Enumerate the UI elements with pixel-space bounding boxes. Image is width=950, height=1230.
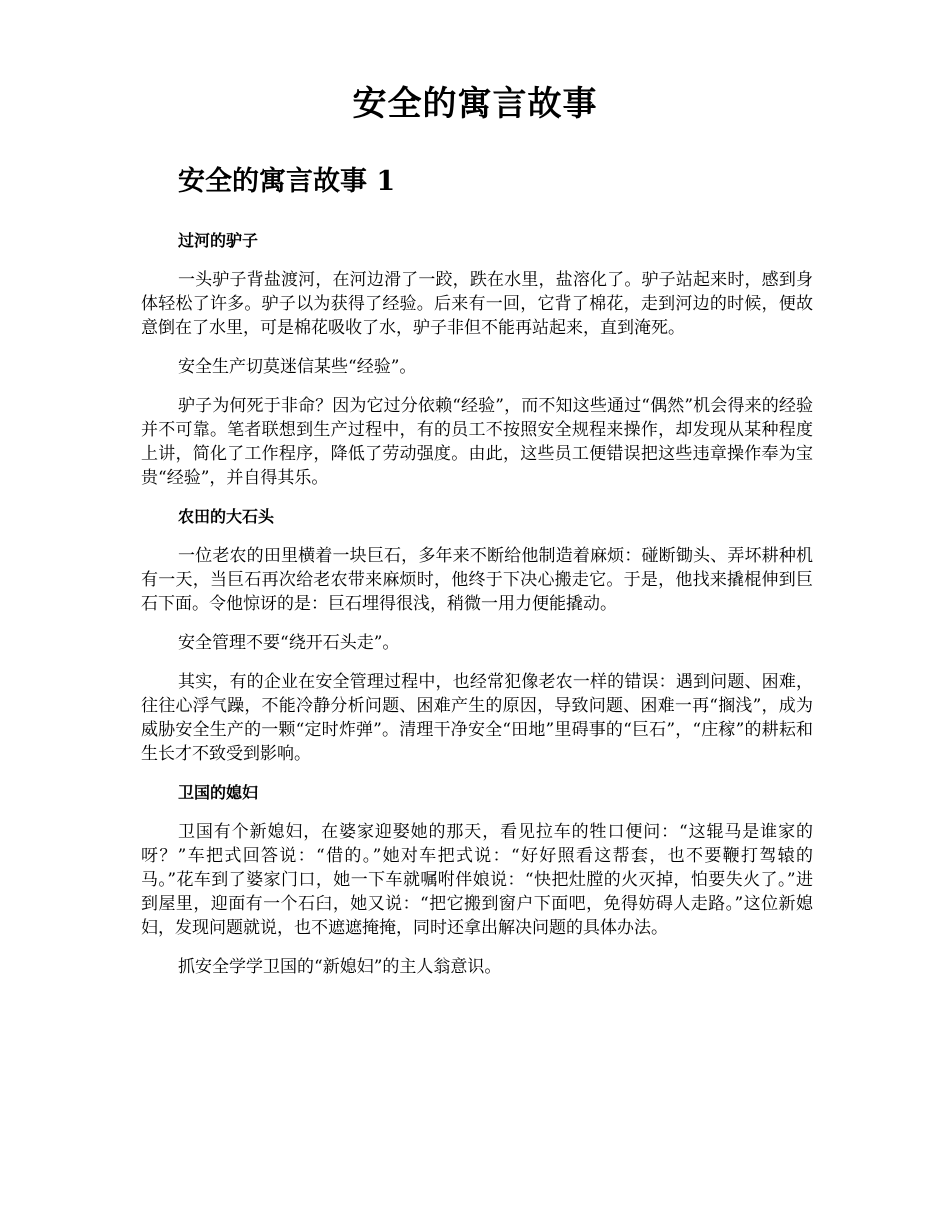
story-heading-bride: 卫国的媳妇 xyxy=(178,783,259,802)
story-lesson: 安全生产切莫迷信某些“经验”。 xyxy=(178,357,417,377)
story-paragraph: 一头驴子背盐渡河，在河边滑了一跤，跌在水里，盐溶化了。驴子站起来时，感到身体轻松了许多。驴子以为获得了经验。后来有一回，它背了棉花，走到河边的时候，便故意倒在了水里，可是棉花吸收了水，驴子非但不能再站起来，直到淹死。 xyxy=(141,270,813,338)
story-heading-stone: 农田的大石头 xyxy=(178,507,275,526)
story-lesson: 安全管理不要“绕开石头走”。 xyxy=(178,633,400,653)
section-title: 安全的寓言故事 1 xyxy=(178,166,396,197)
story-paragraph: 卫国有个新媳妇，在婆家迎娶她的那天，看见拉车的牲口便问：“这辊马是谁家的呀？”车把式回答说：“借的。”她对车把式说：“好好照看这帮套，也不要鞭打驾辕的马。”花车到了婆家门口，她一下车就嘱咐伴娘说：“快把灶膛的火灭掉，怕要失火了。”进到屋里，迎面有一个石臼，她又说：“把它搬到窗户下面吧，免得妨碍人走路。”这位新媳妇，发现问题就说，也不遮遮掩掩，同时还拿出解决问题的具体办法。 xyxy=(141,822,813,938)
story-lesson: 抓安全学学卫国的“新媳妇”的主人翁意识。 xyxy=(178,957,502,977)
story-paragraph: 其实，有的企业在安全管理过程中，也经常犯像老农一样的错误：遇到问题、困难，往往心浮气躁，不能冷静分析问题、困难产生的原因，导致问题、困难一再“搁浅”，成为威胁安全生产的一颗“定时炸弹”。清理干净安全“田地”里碍事的“巨石”，“庄稼”的耕耘和生长才不致受到影响。 xyxy=(141,672,813,764)
story-paragraph: 驴子为何死于非命？因为它过分依赖“经验”，而不知这些通过“偶然”机会得来的经验并不可靠。笔者联想到生产过程中，有的员工不按照安全规程来操作，却发现从某种程度上讲，简化了工作程序，降低了劳动强度。由此，这些员工便错误把这些违章操作奉为宝贵“经验”，并自得其乐。 xyxy=(141,396,813,488)
story-heading-donkey: 过河的驴子 xyxy=(178,231,259,250)
story-paragraph: 一位老农的田里横着一块巨石，多年来不断给他制造着麻烦：碰断锄头、弄坏耕种机有一天，当巨石再次给老农带来麻烦时，他终于下决心搬走它。于是，他找来撬棍伸到巨石下面。令他惊讶的是：巨石埋得很浅，稍微一用力便能撬动。 xyxy=(141,546,813,614)
document-title: 安全的寓言故事 xyxy=(352,84,598,124)
document-body xyxy=(141,229,813,994)
